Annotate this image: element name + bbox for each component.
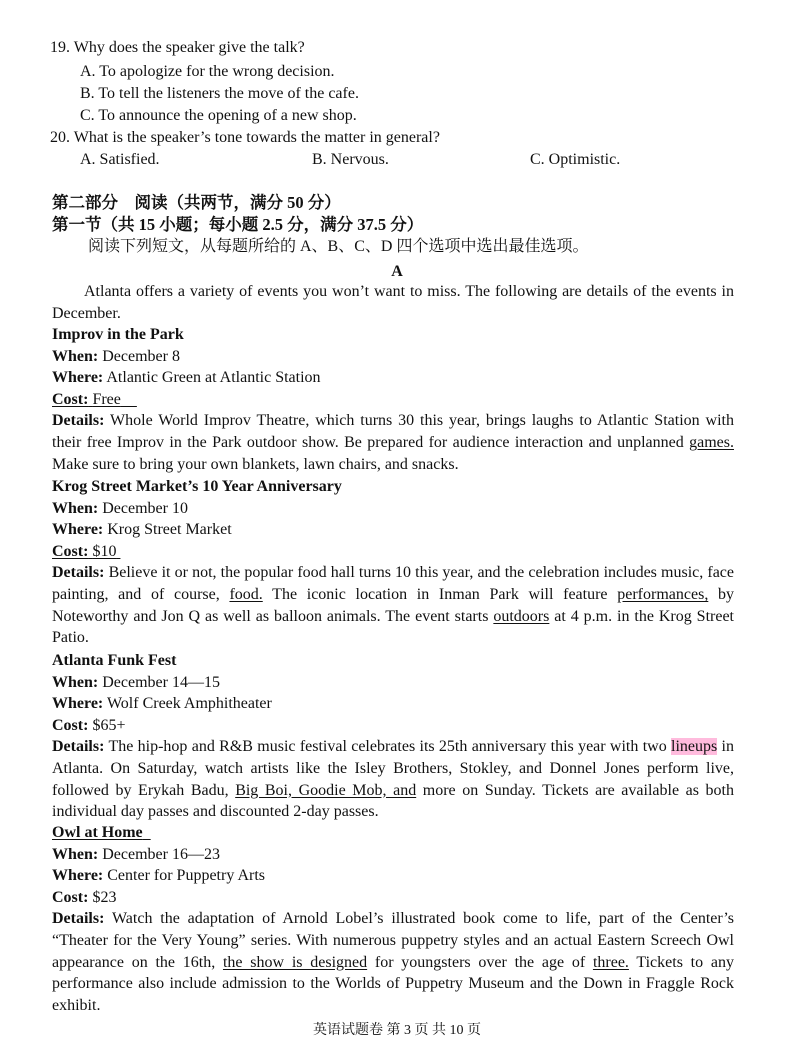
- section1-heading: [52, 215, 423, 235]
- when-label: When:: [52, 347, 99, 365]
- part2-heading: 第二部分 阅读（共两节，满分 50 分）: [52, 193, 341, 212]
- event-details: Watch the adaptation of Arnold Lobel’s illustrated book come to life, part of the Center’s “Theater for the Very Young” series. With numerous puppetry styles and an actual Eastern Screech Owl appearance on the 16th,: [52, 910, 735, 971]
- page-footer: 英语试题卷 第 3 页 共 10 页: [313, 1023, 481, 1038]
- event-title: Owl at Home: [52, 824, 143, 841]
- event-title: Atlanta Funk Fest: [52, 652, 177, 669]
- cost-label: Cost:: [52, 542, 89, 560]
- q20-stem: 20. What is the speaker’s tone towards the matter in general?: [50, 129, 440, 146]
- when-label: When:: [52, 845, 99, 863]
- event-where: Center for Puppetry Arts: [107, 867, 265, 885]
- q19-option-a: A. To apologize for the wrong decision.: [80, 63, 335, 80]
- where-label: Where:: [52, 867, 104, 885]
- event-cost: Free: [92, 390, 121, 408]
- event-details-cont: The iconic location in Inman Park will feature: [262, 585, 618, 603]
- event-details: Believe it or not, the popular food hall turns 10 this year, and the celebration includes music, face painting, and of course,: [52, 564, 735, 603]
- event-funkfest-block: [52, 650, 734, 823]
- event-details-cont: Make sure to bring your own blankets, lawn chairs, and snacks.: [52, 455, 459, 473]
- event-details-cont: Tickets to any performance also include admission to the Worlds of Puppetry Museum and the Down in Fraggle Rock exhibit.: [52, 953, 734, 1014]
- event-details-cont: for youngsters over the age of: [367, 953, 593, 971]
- event-when: December 8: [102, 347, 180, 365]
- passage-intro: Atlanta offers a variety of events you won’t want to miss. The following are details of the events in December.: [52, 283, 734, 322]
- event-where: Atlantic Green at Atlantic Station: [106, 369, 321, 387]
- q19-option-b: B. To tell the listeners the move of the cafe.: [80, 85, 359, 102]
- cost-label: Cost:: [52, 888, 89, 906]
- q19-option-c: C. To announce the opening of a new shop.: [80, 107, 357, 124]
- details-label: Details:: [52, 564, 105, 582]
- underlined-text: Big Boi, Goodie Mob, and: [235, 781, 417, 799]
- where-label: Where:: [52, 695, 104, 713]
- cost-label: Cost:: [52, 716, 89, 734]
- passage-letter: A: [391, 263, 403, 280]
- event-details-cont: in Atlanta. On Saturday, watch artists like the Isley Brothers, Stokley, and Donnel Jones perform live, followed by Erykah Badu,: [52, 738, 734, 799]
- where-label: Where:: [52, 369, 104, 387]
- underlined-text: games.: [689, 433, 734, 451]
- event-improv-block: [52, 324, 734, 475]
- when-label: When:: [52, 673, 99, 691]
- event-details: The hip-hop and R&B music festival celebrates its 25th anniversary this year with two: [108, 738, 672, 756]
- where-label: Where:: [52, 521, 104, 539]
- event-title: Krog Street Market’s 10 Year Anniversary: [52, 478, 342, 495]
- event-when: December 14—15: [102, 673, 220, 691]
- details-label: Details:: [52, 910, 105, 928]
- underlined-text: performances,: [617, 585, 709, 603]
- section1-title: 第一节（共 15 小题；每小题 2.5 分，满分 37.5 分）: [52, 215, 424, 234]
- underlined-text: food.: [229, 585, 263, 603]
- event-details-cont: by Noteworthy and Jon Q as well as balloon animals. The event starts: [52, 585, 735, 625]
- event-details: Whole World Improv Theatre, which turns 30 this year, brings laughs to Atlantic Station with their free Improv in the Park outdoor show. Be prepared for audience interaction and unplanned: [52, 412, 734, 451]
- event-cost: $10: [92, 542, 117, 560]
- underlined-text: outdoors: [493, 607, 550, 625]
- event-when: December 10: [102, 499, 188, 517]
- underlined-text: three.: [592, 953, 629, 971]
- event-where: Wolf Creek Amphitheater: [106, 695, 272, 713]
- details-label: Details:: [52, 412, 105, 430]
- event-details-cont: more on Sunday. Tickets are available as both individual day passes and discounted 2-day passes.: [52, 781, 734, 821]
- q19-stem: 19. Why does the speaker give the talk?: [50, 39, 305, 56]
- event-owl-block: [52, 822, 734, 1016]
- q20-option-c: C. Optimistic.: [530, 151, 621, 168]
- when-label: When:: [52, 499, 99, 517]
- underlined-text: the show is designed: [222, 953, 368, 971]
- event-where: Krog Street Market: [107, 521, 232, 539]
- q20-option-b: B. Nervous.: [312, 151, 389, 168]
- event-krog-block: [52, 476, 734, 649]
- reading-instruction: 阅读下列短文，从每题所给的 A、B、C、D 四个选项中选出最佳选项。: [88, 238, 589, 255]
- event-details-cont: at 4 p.m. in the Krog Street Patio.: [52, 607, 735, 647]
- event-cost: $65+: [92, 716, 126, 734]
- details-label: Details:: [52, 738, 105, 756]
- event-cost: $23: [92, 888, 117, 906]
- event-title: Improv in the Park: [52, 326, 184, 343]
- cost-label: Cost:: [52, 390, 89, 408]
- event-when: December 16—23: [102, 845, 220, 863]
- highlighted-text: lineups: [671, 738, 718, 756]
- q20-option-a: A. Satisfied.: [80, 151, 160, 168]
